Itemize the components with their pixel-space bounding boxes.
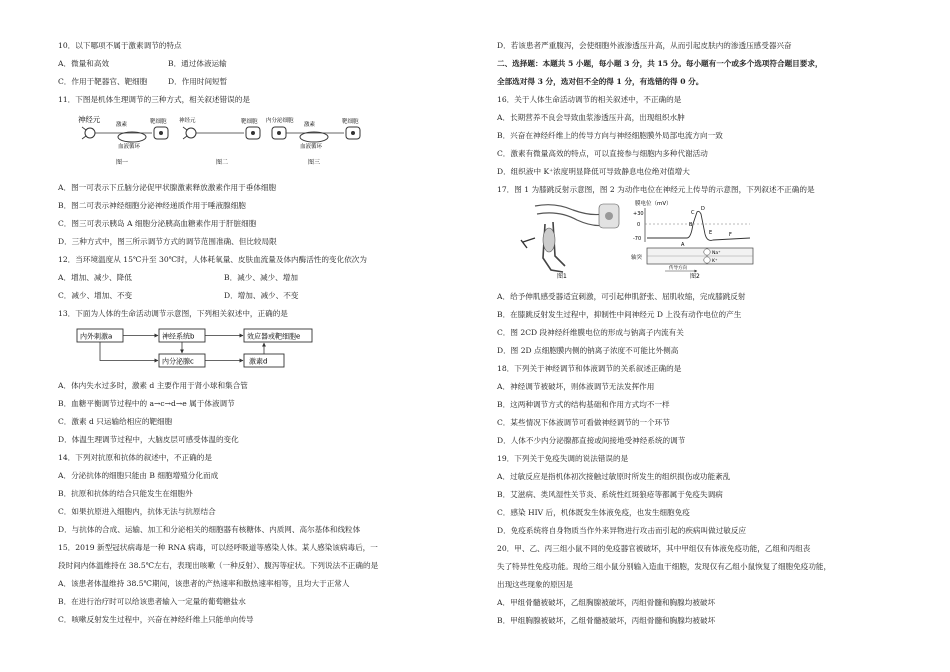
q13-box-c: 内分泌腺c — [162, 357, 194, 366]
q14-option-d: D．与抗体的合成、运输、加工和分泌相关的细胞器有核糖体、内质网、高尔基体和线粒体 — [58, 525, 361, 534]
q17-fig2-point-b: B — [689, 222, 693, 228]
q14-stem: 14．下列对抗原和抗体的叙述中，不正确的是 — [58, 453, 212, 462]
q13-option-a: A．体内失水过多时，激素 d 主要作用于肾小球和集合管 — [58, 381, 248, 390]
q17-fig2-point-f: F — [729, 232, 732, 238]
q10-option-b: B．通过体液运输 — [168, 59, 227, 68]
q13-option-b: B．血糖平衡调节过程中的 a→c→d→e 属于体液调节 — [58, 399, 235, 408]
q12-option-a: A．增加、减少、降低 — [58, 273, 132, 282]
q19-stem: 19．下列关于免疫失调的说法错误的是 — [497, 454, 629, 463]
q16-option-b: B．兴奋在神经纤维上的传导方向与神经细胞膜外局部电流方向一致 — [497, 131, 723, 140]
q17-fig2-action-potential — [631, 199, 753, 280]
q17-option-a: A．给予伸肌感受器适宜刺激，可引起伸肌舒张、屈肌收缩，完成膝跳反射 — [497, 292, 746, 301]
q11-fig1-label-circulation: 血液循环 — [118, 144, 141, 150]
q17-fig2-point-d: D — [701, 206, 705, 212]
q14-option-c: C．如果抗原进入细胞内，抗体无法与抗原结合 — [58, 507, 216, 516]
q17-option-b: B．在膝跳反射发生过程中，抑制性中间神经元 D 上没有动作电位的产生 — [497, 310, 742, 319]
q10-option-d: D．作用时间短暂 — [168, 77, 228, 86]
q11-fig2 — [179, 116, 260, 166]
q11-fig2-label-target: 靶细胞 — [241, 119, 258, 125]
q17-fig1-knee-reflex — [521, 204, 619, 280]
section2-instructions-line2: 全部选对得 3 分，选对但不全的得 1 分，有选错的得 0 分。 — [497, 77, 704, 86]
q17-fig2-value-zero: 0 — [637, 222, 641, 228]
q11-option-a: A．图一可表示下丘脑分泌促甲状腺激素释放激素作用于垂体细胞 — [58, 183, 277, 192]
q17-stem: 17．图 1 为膝跳反射示意图，图 2 为动作电位在神经元上传导的示意图，下列叙述不正确的是 — [497, 185, 815, 194]
q11-stem: 11．下图是机体生理调节的三种方式，相关叙述错误的是 — [58, 95, 250, 104]
q17-fig2-point-a: A — [681, 242, 685, 248]
q19-option-c: C．感染 HIV 后，机体既发生体液免疫，也发生细胞免疫 — [497, 508, 690, 517]
q11-option-b: B．图二可表示神经细胞分泌神经递质作用于唾液腺细胞 — [58, 201, 246, 210]
q19-option-b: B．艾滋病、类风湿性关节炎、系统性红斑狼疮等都属于免疫失调病 — [497, 490, 723, 499]
q12-option-d: D．增加、减少、不变 — [224, 291, 299, 300]
q17-fig2-direction-label: 传导方向 — [669, 266, 687, 271]
q17-fig2-point-c: C — [691, 210, 695, 216]
q13-box-e: 效应器或靶细胞e — [247, 332, 301, 341]
q17-fig2-ion-k: K⁺ — [712, 259, 718, 264]
q11-fig1-label-target: 靶细胞 — [150, 119, 167, 125]
q13-option-c: C．激素 d 只运输给相应的靶细胞 — [58, 417, 173, 426]
q11-fig3-label-circulation: 血液循环 — [300, 144, 323, 150]
q17-fig2-ion-na: Na⁺ — [712, 251, 721, 256]
q10-option-a: A．微量和高效 — [58, 59, 110, 68]
q11-fig1-label-hormone: 激素 — [116, 122, 128, 128]
q11-option-d: D．三种方式中，图三所示调节方式的调节范围准确、但比较局限 — [58, 237, 277, 246]
q12-option-c: C．减少、增加、不变 — [58, 291, 133, 300]
q11-fig3-label-endocrine: 内分泌细胞 — [266, 118, 294, 124]
q11-fig1-caption: 图一 — [116, 159, 129, 166]
q18-stem: 18．下列关于神经调节和体液调节的关系叙述正确的是 — [497, 364, 682, 373]
q11-fig2-caption: 图二 — [216, 159, 229, 166]
q16-option-d: D．组织液中 K⁺浓度明显降低可导致静息电位绝对值增大 — [497, 167, 690, 176]
q16-stem: 16．关于人体生命活动调节的相关叙述中，不正确的是 — [497, 95, 682, 104]
q17-fig2-point-e: E — [709, 230, 713, 236]
q13-box-a: 内外刺激a — [80, 332, 113, 341]
q17-fig1-caption: 图1 — [557, 273, 567, 280]
q18-option-a: A．神经调节被破坏，则体液调节无法发挥作用 — [497, 382, 655, 391]
q17-fig2-axon-label: 轴突 — [631, 255, 643, 261]
q15-option-c: C．咳嗽反射发生过程中，兴奋在神经纤维上只能单向传导 — [58, 615, 254, 624]
q11-fig2-label-neuron: 神经元 — [179, 118, 196, 124]
q15-option-a: A．该患者体温维持 38.5℃期间，该患者的产热速率和散热速率相等，且均大于正常人 — [58, 579, 350, 588]
q20-stem-line2: 失了特异性免疫功能。现给三组小鼠分别输入造血干细胞，发现仅有乙组小鼠恢复了细胞免疫功能， — [497, 562, 832, 571]
q20-stem-line1: 20．甲、乙、丙三组小鼠不同的免疫器官被破坏，其中甲组仅有体液免疫功能，乙组和丙组丧 — [497, 544, 811, 553]
q11-fig3 — [266, 116, 360, 166]
q15-option-b: B．在进行治疗时可以给该患者输入一定量的葡萄糖盐水 — [58, 597, 246, 606]
q13-option-d: D．体温生理调节过程中，大脑皮层可感受体温的变化 — [58, 435, 239, 444]
q16-option-a: A．长期营养不良会导致血浆渗透压升高，出现组织水肿 — [497, 113, 685, 122]
q17-fig2-value-plus30: +30 — [633, 211, 644, 217]
q12-option-b: B．减少、减少、增加 — [224, 273, 298, 282]
q15-stem-line2: 段时间内体温维持在 38.5℃左右，表现出咳嗽（一种反射）、腹泻等症状。下列说法不正确的是 — [58, 561, 379, 570]
q14-option-a: A．分泌抗体的细胞只能由 B 细胞增殖分化而成 — [58, 471, 219, 480]
q18-option-c: C．某些情况下体液调节可看做神经调节的一个环节 — [497, 418, 670, 427]
q20-option-a: A．甲组骨髓被破坏，乙组胸腺被破坏，丙组骨髓和胸腺均被破坏 — [497, 598, 716, 607]
q13-figure — [76, 327, 316, 369]
q18-option-b: B．这两种调节方式的结构基础和作用方式均不一样 — [497, 400, 670, 409]
q14-option-b: B．抗原和抗体的结合只能发生在细胞外 — [58, 489, 193, 498]
q16-option-c: C．激素有微量高效的特点，可以直接参与细胞内多种代谢活动 — [497, 149, 708, 158]
q17-fig2-value-minus70: -70 — [633, 236, 642, 242]
q11-fig3-label-hormone: 激素 — [304, 122, 316, 128]
q17-option-c: C．图 2CD 段神经纤维膜电位的形成与钠离子内流有关 — [497, 328, 684, 337]
q15-option-d: D．若该患者严重腹泻，会使细胞外液渗透压升高，从而引起皮肤内的渗透压感受器兴奋 — [497, 41, 792, 50]
q12-stem: 12．当环境温度从 15℃升至 30℃时，人体耗氧量、皮肤血流量及体内酶活性的变化依次为 — [58, 255, 367, 264]
q13-box-d: 激素d — [249, 357, 268, 366]
q13-box-b: 神经系统b — [162, 332, 195, 341]
q11-fig1 — [78, 115, 168, 166]
q20-option-b: B．甲组胸腺被破坏，乙组骨髓被破坏，丙组骨髓和胸腺均被破坏 — [497, 616, 716, 625]
section2-instructions-line1: 二、选择题：本题共 5 小题，每小题 3 分，共 15 分。每小题有一个或多个选项符合题目要求， — [497, 59, 823, 68]
q11-figure — [76, 115, 366, 170]
q19-option-d: D．免疫系统将自身物质当作外来异物进行攻击而引起的疾病叫做过敏反应 — [497, 526, 747, 535]
q10-option-c: C．作用于靶器官、靶细胞 — [58, 77, 148, 86]
q13-stem: 13．下面为人体的生命活动调节示意图，下列相关叙述中，正确的是 — [58, 309, 288, 318]
q11-fig3-label-target: 靶细胞 — [342, 119, 359, 125]
q11-fig3-caption: 图三 — [308, 159, 321, 166]
q19-option-a: A．过敏反应是指机体初次接触过敏原时所发生的组织损伤或功能紊乱 — [497, 472, 731, 481]
q10-stem: 10．以下哪项不属于激素调节的特点 — [58, 41, 182, 50]
q17-figure — [515, 198, 765, 280]
q11-fig1-label-neuron: 神经元 — [78, 115, 101, 124]
q11-option-c: C．图三可表示胰岛 A 细胞分泌胰高血糖素作用于肝脏细胞 — [58, 219, 257, 228]
q18-option-d: D．人体不少内分泌腺都直接或间接地受神经系统的调节 — [497, 436, 686, 445]
q20-stem-line3: 出现这些现象的原因是 — [497, 580, 573, 589]
q17-fig2-title: 膜电位（mV） — [635, 201, 672, 207]
q17-fig2-caption: 图2 — [690, 273, 700, 280]
q17-option-d: D．图 2D 点细胞膜内侧的钠离子浓度不可能比外侧高 — [497, 346, 679, 355]
q15-stem-line1: 15．2019 新型冠状病毒是一种 RNA 病毒，可以经呼吸道等感染人体。某人感染该病毒后，一 — [58, 543, 378, 552]
